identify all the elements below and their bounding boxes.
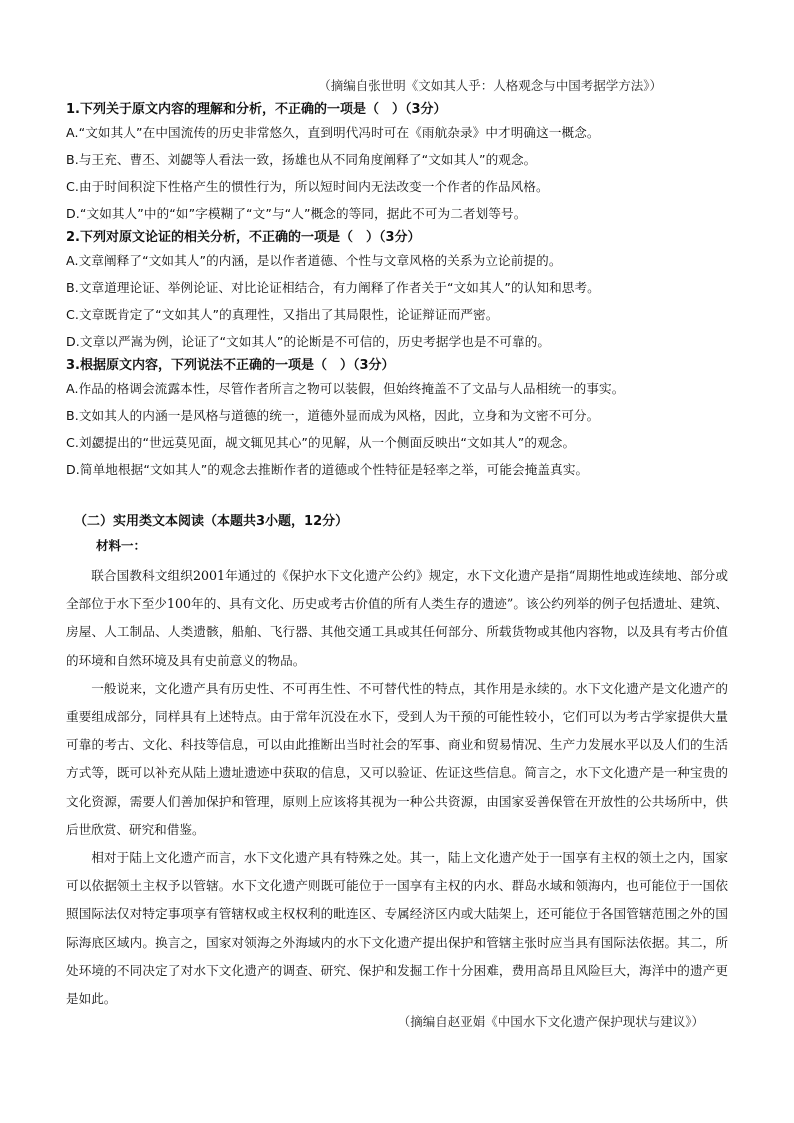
question-2-option-a: A.文章阐释了“文如其人”的内涵，是以作者道德、个性与文章风格的关系为立论前提的。 [66, 253, 562, 268]
question-1-option-c: C.由于时间积淀下性格产生的惯性行为，所以短时间内无法改变一个作者的作品风格。 [66, 179, 549, 194]
material-article [66, 562, 728, 1013]
article-paragraph: 相对于陆上文化遗产而言，水下文化遗产具有特殊之处。其一，陆上文化遗产处于一国享有主权的领土之内，国家可以依据领土主权予以管辖。水下文化遗产则既可能位于一国享有主权的内水、群岛水域和领海内，也可能位于一国依照国际法仅对特定事项享有管辖权或主权权利的毗连区、专属经济区内或大陆架上，还可能位于各国管辖范围之外的国际海底区域内。换言之，国家对领海之外海域内的水下文化遗产提出保护和管辖主张时应当具有国际法依据。其二，所处环境的不同决定了对水下文化遗产的调查、研究、保护和发掘工作十分困难，费用高昂且风险巨大，海洋中的遗产更是如此。 [66, 850, 728, 1007]
question-1-option-b: B.与王充、曹丕、刘勰等人看法一致，扬雄也从不同角度阐释了“文如其人”的观念。 [66, 152, 537, 167]
question-2-option-d: D.文章以严嵩为例，论证了“文如其人”的论断是不可信的，历史考据学也是不可靠的。 [66, 334, 551, 349]
question-3-stem: 3.根据原文内容，下列说法不正确的一项是（ ）（3分） [66, 358, 395, 373]
article-paragraph: 一般说来，文化遗产具有历史性、不可再生性、不可替代性的特点，其作用是永续的。水下文化遗产是文化遗产的重要组成部分，同样具有上述特点。由于常年沉没在水下，受到人为干预的可能性较小，它们可以为考古学家提供大量可靠的考古、文化、科技等信息，可以由此推断出当时社会的军事、商业和贸易情况、生产力发展水平以及人们的生活方式等，既可以补充从陆上遗址遗迹中获取的信息，又可以验证、佐证这些信息。简言之，水下文化遗产是一种宝贵的文化资源，需要人们善加保护和管理，原则上应该将其视为一种公共资源，由国家妥善保管在开放性的公共场所中，供后世欣赏、研究和借鉴。 [66, 680, 728, 837]
question-2-option-b: B.文章道理论证、举例论证、对比论证相结合，有力阐释了作者关于“文如其人”的认知和思考。 [66, 280, 600, 295]
question-1-option-d: D.“文如其人”中的“如”字模糊了“文”与“人”概念的等同，据此不可为二者划等号。 [66, 206, 527, 221]
question-1-stem: 1.下列关于原文内容的理解和分析，不正确的一项是（ ）（3分） [66, 102, 447, 117]
article-source-citation: （摘编自张世明《文如其人乎：人格观念与中国考据学方法》） [318, 78, 662, 93]
question-3-option-a: A.作品的格调会流露本性，尽管作者所言之物可以装假，但始终掩盖不了文品与人品相统一的事实。 [66, 381, 625, 396]
question-3-option-d: D.简单地根据“文如其人”的观念去推断作者的道德或个性特征是轻率之举，可能会掩盖真实。 [66, 462, 589, 477]
question-3-option-b: B.文如其人的内涵一是风格与道德的统一，道德外显而成为风格，因此，立身和为文密不可分。 [66, 408, 600, 423]
section-title: （二）实用类文本阅读（本题共3小题，12分） [74, 514, 349, 529]
article-paragraph: 联合国教科文组织2001年通过的《保护水下文化遗产公约》规定，水下文化遗产是指“周期性地或连续地、部分或全部位于水下至少100年的、具有文化、历史或考古价值的所有人类生存的遗迹”。该公约列举的例子包括遗址、建筑、房屋、人工制品、人类遗骸，船舶、飞行器、其他交通工具或其任何部分、所载货物或其他内容物，以及具有考古价值的环境和自然环境及具有史前意义的物品。 [66, 568, 728, 668]
question-2-stem: 2.下列对原文论证的相关分析，不正确的一项是（ ）（3分） [66, 230, 421, 245]
material-source-citation: （摘编自赵亚娟《中国水下文化遗产保护现状与建议》） [397, 1014, 704, 1029]
question-2-option-c: C.文章既肯定了“文如其人”的真理性，又指出了其局限性，论证辩证而严密。 [66, 307, 499, 322]
question-3-option-c: C.刘勰提出的“世远莫见面，觇文辄见其心”的见解，从一个侧面反映出“文如其人”的观念。 [66, 435, 576, 450]
question-1-option-a: A.“文如其人”在中国流传的历史非常悠久，直到明代冯时可在《雨航杂录》中才明确这一概念。 [66, 125, 600, 140]
material-label: 材料一： [96, 538, 147, 553]
